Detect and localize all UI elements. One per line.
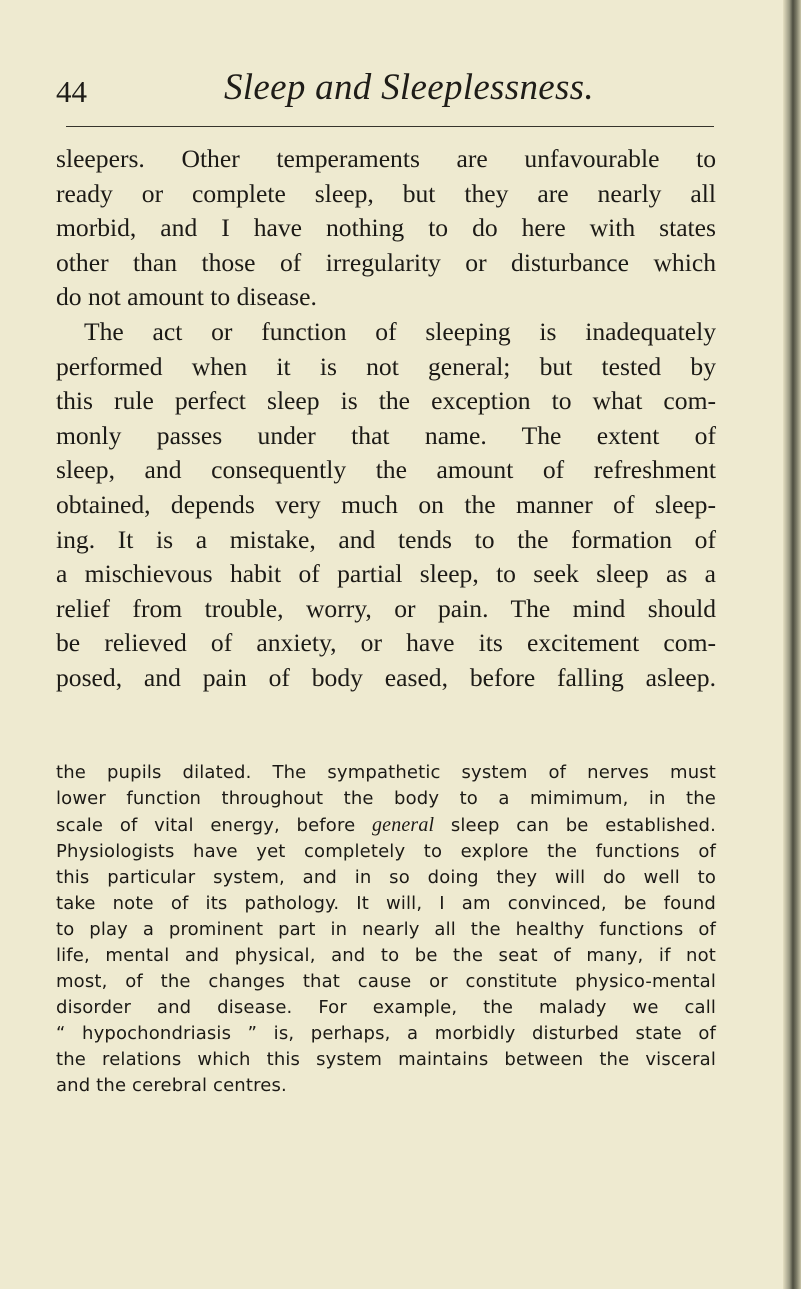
small-text-line: life, mental and physical, and to be the seat of many, if not xyxy=(56,945,716,966)
paragraph-start-line: The act or function of sleeping is inadequately xyxy=(84,316,716,346)
italic-word: general xyxy=(372,814,435,836)
page-number: 44 xyxy=(56,74,87,109)
text-line: performed when it is not general; but tested by xyxy=(56,351,716,381)
running-title: Sleep and Sleeplessness. xyxy=(224,67,594,108)
text-line: morbid, and I have nothing to do here with states xyxy=(56,213,716,243)
text-line: ready or complete sleep, but they are nearly all xyxy=(56,178,716,208)
small-text-line: and the cerebral centres. xyxy=(56,1075,287,1096)
small-text-line xyxy=(56,812,716,839)
text-line: ing. It is a mistake, and tends to the formation of xyxy=(56,524,716,554)
small-text-line: “ hypochondriasis ” is, perhaps, a morbidly disturbed state of xyxy=(56,1023,716,1044)
main-text-block xyxy=(56,142,716,696)
header-rule xyxy=(66,126,714,127)
small-text-line: take note of its pathology. It will, I am convinced, be found xyxy=(56,893,716,914)
small-text-line: this particular system, and in so doing they will do well to xyxy=(56,867,716,888)
small-text-line: disorder and disease. For example, the malady we call xyxy=(56,997,716,1018)
text-line: a mischievous habit of partial sleep, to seek sleep as a xyxy=(56,559,716,589)
text-line: do not amount to disease. xyxy=(56,282,317,312)
text-line: posed, and pain of body eased, before falling asleep. xyxy=(56,662,716,692)
text-line: this rule perfect sleep is the exception to what com- xyxy=(56,386,716,416)
secondary-text-block xyxy=(56,760,716,1099)
text-line: sleep, and consequently the amount of refreshment xyxy=(56,455,716,485)
small-text-line: most, of the changes that cause or constitute physico-mental xyxy=(56,971,716,992)
page-header xyxy=(56,68,736,108)
text-line: monly passes under that name. The extent of xyxy=(56,420,716,450)
small-text-line: Physiologists have yet completely to explore the functions of xyxy=(56,841,716,862)
text-segment: sleep can be established. xyxy=(434,815,716,836)
text-line: other than those of irregularity or disturbance which xyxy=(56,247,716,277)
small-text-line: the pupils dilated. The sympathetic system of nerves must xyxy=(56,762,716,783)
text-line: obtained, depends very much on the manner of sleep- xyxy=(56,489,716,519)
small-text-line: to play a prominent part in nearly all the healthy functions of xyxy=(56,919,716,940)
text-segment: scale of vital energy, before xyxy=(56,815,373,836)
text-line: be relieved of anxiety, or have its excitement com- xyxy=(56,628,716,658)
text-line: relief from trouble, worry, or pain. The mind should xyxy=(56,593,716,623)
small-text-line: lower function throughout the body to a mimimum, in the xyxy=(56,788,716,809)
page-edge-shadow xyxy=(783,0,801,1289)
small-text-line: the relations which this system maintains between the visceral xyxy=(56,1049,716,1070)
text-line: sleepers. Other temperaments are unfavourable to xyxy=(56,144,716,173)
